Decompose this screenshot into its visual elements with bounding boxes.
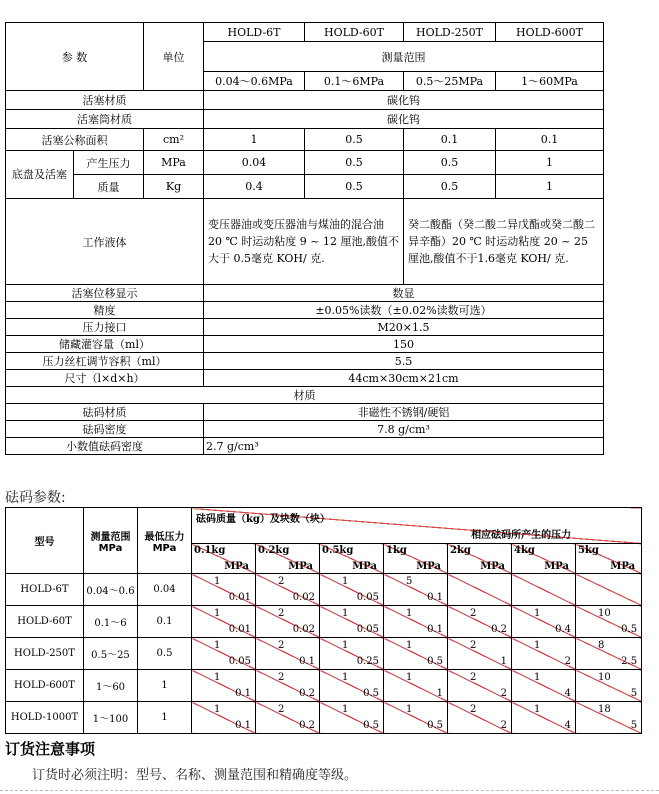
pressure-value: 0.5 [305,151,404,175]
mass-col-head [512,544,576,574]
range-value: 0.5～25MPa [404,72,496,91]
weight-pressure: 0.5 [363,688,379,699]
weight-pressure: 0.1 [235,688,251,699]
mass-value: 0.5 [404,175,496,199]
range-head: 测量范围 MPa [84,508,138,574]
table-row [6,638,642,670]
range-value: 1～60MPa [496,72,604,91]
mass-label: 质量 [74,175,144,199]
weight-count: 1 [406,672,413,683]
mpa-label: MPa [610,561,636,572]
weight-cell [384,574,448,606]
screw: 5.5 [204,353,604,370]
mpa-label: MPa [544,561,569,572]
mass-col-label: 0.5kg [322,545,354,556]
weight-pressure: 0.5 [427,720,443,731]
weight-pressure: 0.5 [621,624,638,635]
weight-count: 1 [342,704,349,715]
weight-cell [192,638,256,670]
weight-cell [512,606,576,638]
weight-count: 1 [406,608,413,619]
weight-cell [512,670,576,702]
weight-cell [576,670,642,702]
model-header: HOLD-250T [404,23,496,42]
weight-cell [512,574,576,606]
row-range: 1～100 [84,702,138,734]
param-header: 参 数 [6,23,144,91]
weight-cell [320,702,384,734]
row-min: 0.04 [138,574,192,606]
model-header: HOLD-60T [305,23,404,42]
weight-pressure: 0.05 [228,656,251,667]
weight-count: 2 [278,672,285,683]
weight-pressure: 5 [630,720,638,731]
spec-table [5,22,604,455]
weight-cell [448,670,512,702]
mass-unit: Kg [144,175,204,199]
min-head: 最低压力 MPa [138,508,192,574]
mass-col-head [576,544,642,574]
weight-cell [192,606,256,638]
weight-cell [576,574,642,606]
weight-count: 2 [470,608,477,619]
weight-count: 1 [342,672,349,683]
fluid-a: 变压器油或变压器油与煤油的混合油 20 ℃ 时运动粘度 9 ~ 12 厘池,酸值不大于 0.5毫克 KOH/ 克. [204,199,404,285]
row-range: 0.1～6 [84,606,138,638]
range-value: 0.1～6MPa [305,72,404,91]
area-value: 0.5 [305,129,404,151]
pressure-value: 0.04 [204,151,305,175]
cylinder-material: 碳化钨 [204,110,604,129]
row-model: HOLD-6T [6,574,84,606]
piston-material-label: 活塞材质 [6,91,204,110]
pressure-value: 1 [496,151,604,175]
cylinder-material-label: 活塞筒材质 [6,110,204,129]
accuracy-label: 精度 [6,302,204,319]
fluid-b: 癸二酸酯（癸二酸二异戊酯或癸二酸二异辛酯）20 ℃ 时运动粘度 20 ~ 25 厘池,酸值不于1.6毫克 KOH/ 克. [404,199,604,285]
weight-cell [448,638,512,670]
weight-cell [384,606,448,638]
weight-material-label: 砝码材质 [6,404,204,421]
weight-cell [192,670,256,702]
weight-pressure: 0.2 [299,720,315,731]
weight-cell [576,638,642,670]
divider [0,790,659,791]
pressure-label: 产生压力 [74,151,144,175]
table-row [6,702,642,734]
model-header: HOLD-6T [204,23,305,42]
mass-pressure-head [192,508,642,544]
weight-pressure: 0.2 [491,624,507,635]
pressure-unit: MPa [144,151,204,175]
weight-cell [256,606,320,638]
weight-cell [320,670,384,702]
mass-col-head [256,544,320,574]
row-min: 0.5 [138,638,192,670]
unit-header: 单位 [144,23,204,91]
weight-cell [256,702,320,734]
weight-count: 1 [534,608,541,619]
area-value: 0.1 [496,129,604,151]
row-model: HOLD-1000T [6,702,84,734]
base-label: 底盘及活塞 [6,151,74,199]
mass-col-head [448,544,512,574]
weight-cell [256,574,320,606]
weight-pressure: 0.02 [292,592,315,603]
mass-count-head: 砝码质量（kg）及块数（块） [196,514,330,525]
weight-pressure: 1 [500,656,507,667]
weight-cell [576,702,642,734]
weight-count: 1 [342,640,349,651]
weight-pressure: 0.01 [228,592,251,603]
weight-cell [192,702,256,734]
small-density: 2.7 g/cm³ [204,438,604,455]
weight-count: 1 [214,672,221,683]
table-row [6,574,642,606]
reservoir-label: 储藏灌容量（ml） [6,336,204,353]
row-model: HOLD-600T [6,670,84,702]
weight-cell [192,574,256,606]
weight-count: 1 [406,704,413,715]
weight-density: 7.8 g/cm³ [204,421,604,438]
model-head: 型号 [6,508,84,574]
order-text: 订货时必须注明：型号、名称、测量范围和精确度等级。 [32,768,358,783]
weight-count: 1 [406,640,413,651]
area-value: 1 [204,129,305,151]
weight-count: 2 [470,640,477,651]
weight-pressure: 0.1 [427,592,443,603]
weight-cell [512,702,576,734]
mass-value: 0.4 [204,175,305,199]
weight-cell [384,702,448,734]
weight-count: 1 [214,640,221,651]
port: M20×1.5 [204,319,604,336]
model-header: HOLD-600T [496,23,604,42]
area-value: 0.1 [404,129,496,151]
weight-cell [384,670,448,702]
mass-col-label: 1kg [386,545,407,556]
weight-pressure: 0.5 [427,656,443,667]
weight-count: 2 [470,704,477,715]
weight-pressure: 0.2 [299,688,315,699]
weight-cell [320,606,384,638]
weight-count: 1 [214,608,221,619]
mpa-label: MPa [352,561,377,572]
weight-cell [320,638,384,670]
table-row [6,606,642,638]
weight-pressure: 2 [500,688,507,699]
weight-count: 2 [470,672,477,683]
weight-pressure: 5 [630,688,638,699]
table-row [6,670,642,702]
weight-pressure: 4 [564,688,571,699]
weight-pressure: 1 [436,688,443,699]
weight-count: 1 [534,704,541,715]
weight-count: 18 [598,704,611,715]
weight-pressure: 0.4 [555,624,571,635]
weight-pressure: 2 [564,656,571,667]
mass-col-label: 2kg [450,545,471,556]
mass-value: 0.5 [305,175,404,199]
area-label: 活塞公称面积 [6,129,144,151]
row-model: HOLD-250T [6,638,84,670]
mass-col-label: 0.2kg [258,545,290,556]
row-min: 1 [138,670,192,702]
weight-count: 2 [278,608,285,619]
weight-cell [576,606,642,638]
weight-count: 10 [598,608,611,619]
port-label: 压力接口 [6,319,204,336]
mass-col-label: 0.1kg [194,545,226,556]
mpa-label: MPa [288,561,313,572]
mpa-label: MPa [224,561,249,572]
screw-label: 压力丝杠调节容积（ml） [6,353,204,370]
area-unit: cm² [144,129,204,151]
measure-range-label: 测量范围 [204,42,604,72]
weight-count: 1 [342,608,349,619]
material-head: 材质 [6,387,604,404]
weight-count: 2 [278,704,285,715]
size-label: 尺寸（l×d×h） [6,370,204,387]
range-value: 0.04～0.6MPa [204,72,305,91]
pressure-value: 0.5 [404,151,496,175]
piston-material: 碳化钨 [204,91,604,110]
small-density-label: 小数值砝码密度 [6,438,204,455]
displacement-label: 活塞位移显示 [6,285,204,302]
weight-count: 2 [278,576,285,587]
weight-pressure: 0.25 [356,656,379,667]
weight-pressure: 0.02 [292,624,315,635]
weights-table [5,507,642,734]
weight-pressure: 0.5 [363,720,379,731]
reservoir: 150 [204,336,604,353]
weight-cell [256,638,320,670]
row-range: 0.04～0.6 [84,574,138,606]
mass-col-head [384,544,448,574]
order-title: 订货注意事项 [5,740,96,758]
weight-count: 1 [214,704,221,715]
weight-pressure: 2 [500,720,507,731]
weight-density-label: 砝码密度 [6,421,204,438]
weight-cell [448,606,512,638]
weight-cell [320,574,384,606]
weight-pressure: 0.1 [235,720,251,731]
weight-pressure: 0.05 [356,624,379,635]
weight-count: 8 [598,640,605,651]
displacement: 数显 [204,285,604,302]
weight-cell [448,702,512,734]
weight-count: 1 [342,576,349,587]
weight-pressure: 0.05 [356,592,379,603]
pressure-head: 相应砝码所产生的压力 [471,530,572,541]
weight-cell [512,638,576,670]
row-min: 0.1 [138,606,192,638]
weights-title: 砝码参数: [5,490,66,506]
mpa-label: MPa [416,561,441,572]
weight-cell [384,638,448,670]
weight-count: 1 [534,672,541,683]
mass-value: 1 [496,175,604,199]
fluid-label: 工作液体 [6,199,204,285]
mass-col-head [192,544,256,574]
weight-count: 1 [534,640,541,651]
row-model: HOLD-60T [6,606,84,638]
row-range: 0.5～25 [84,638,138,670]
weight-pressure: 0.1 [299,656,315,667]
weight-count: 1 [214,576,221,587]
weight-cell [256,670,320,702]
row-min: 1 [138,702,192,734]
weight-pressure: 0.1 [427,624,443,635]
mpa-label: MPa [480,561,505,572]
row-range: 1～60 [84,670,138,702]
accuracy: ±0.05%读数（±0.02%读数可选） [204,302,604,319]
mass-col-head [320,544,384,574]
weight-count: 2 [278,640,285,651]
mass-col-label: 5kg [578,545,599,556]
weight-pressure: 2.5 [621,656,638,667]
mass-col-label: 4kg [514,545,535,556]
weight-material: 非磁性不锈钢/硬铝 [204,404,604,421]
weight-cell [448,574,512,606]
weight-pressure: 4 [564,720,571,731]
weight-count: 10 [598,672,611,683]
weight-count: 5 [406,576,413,587]
weight-pressure: 0.01 [228,624,251,635]
size: 44cm×30cm×21cm [204,370,604,387]
